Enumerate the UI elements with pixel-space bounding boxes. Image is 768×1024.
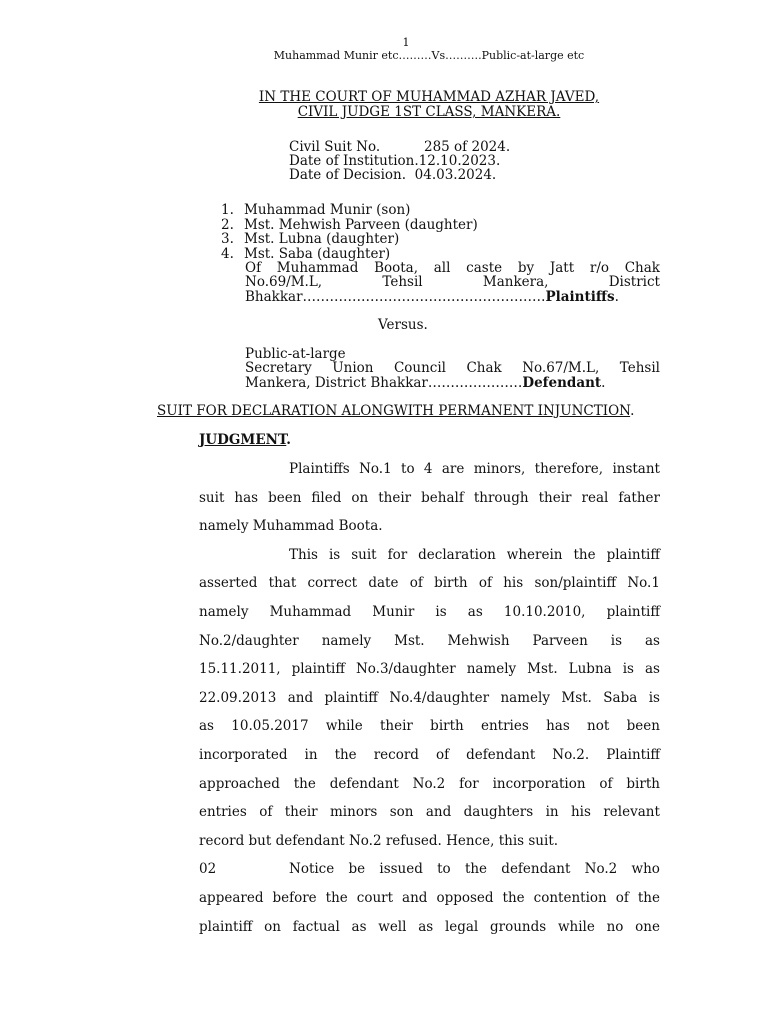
word: No.1 [359, 461, 392, 477]
word: of [259, 804, 273, 820]
word: entries [481, 718, 529, 734]
word: has [234, 490, 259, 506]
defendant-line [245, 347, 660, 361]
word: declaration [418, 547, 496, 563]
word: appeared [199, 890, 264, 906]
word: been [626, 718, 660, 734]
word: Secretary [245, 360, 312, 377]
word: and [425, 804, 452, 820]
word: for [459, 776, 479, 792]
body-line [199, 804, 660, 820]
word: of [435, 747, 450, 763]
plaintiff-number: 1. [221, 202, 234, 218]
civil-suit-value: 285 of 2024. [424, 139, 511, 155]
body-line [199, 661, 660, 677]
word: Boota, [374, 260, 419, 276]
word: namely [199, 604, 249, 620]
decision-label: Date of Decision. [289, 167, 407, 183]
word: the [325, 890, 348, 906]
word: Muhammad [269, 604, 352, 620]
plaintiff-name: Mst. Lubna (daughter) [244, 231, 400, 248]
word: legal [444, 919, 479, 935]
word: of [599, 776, 613, 792]
word: the [293, 776, 316, 792]
word: as [644, 661, 660, 677]
word: plaintiff [291, 661, 345, 677]
suit-title [157, 403, 634, 419]
word: date [368, 575, 399, 591]
word: record [373, 747, 419, 763]
word: plaintiff [324, 690, 378, 706]
plaintiff-number: 2. [221, 216, 234, 233]
word: birth [430, 718, 464, 734]
defendant-line [245, 376, 660, 390]
word: in [545, 804, 559, 820]
word: incorporated [199, 747, 288, 763]
word: their [284, 804, 318, 820]
body-line [199, 575, 660, 591]
plaintiff-item [221, 232, 478, 247]
word: by [517, 260, 535, 276]
word: defendant [466, 747, 536, 763]
judgment-heading [199, 432, 291, 448]
body-line [199, 919, 660, 935]
word: minors [330, 804, 378, 820]
body-line [289, 547, 660, 563]
word: Union [332, 360, 374, 377]
plaintiffs-description [245, 261, 660, 304]
plaintiff-item [221, 218, 478, 233]
defendant-line [245, 361, 660, 375]
word: correct [307, 575, 358, 591]
word: on [264, 919, 281, 935]
word: not [587, 718, 610, 734]
word: Mehwish [447, 633, 510, 649]
suit-title-suffix: . [630, 403, 635, 419]
word: No.2. [552, 747, 590, 763]
word: is [328, 547, 341, 563]
word: filed [311, 490, 342, 506]
word: namely [321, 633, 372, 649]
word: before [272, 890, 317, 906]
word: father [618, 490, 660, 506]
judgment-heading-text: JUDGMENT [199, 432, 287, 448]
word: son/plaintiff [534, 575, 617, 591]
body-line [199, 604, 660, 620]
defendant-role-label: Defendant [522, 374, 602, 391]
word: Mankera, [482, 274, 549, 291]
word: 10.10.2010, [503, 604, 586, 620]
word: caste [466, 260, 503, 276]
word: Tehsil [619, 360, 660, 377]
word: Munir [372, 604, 415, 620]
word: approached [199, 776, 280, 792]
word: No.1 [627, 575, 660, 591]
word: the [464, 861, 488, 877]
word: This [289, 547, 318, 563]
word: suit [199, 490, 225, 506]
word: is [648, 690, 660, 706]
word: all [433, 260, 451, 276]
word: for [387, 547, 408, 563]
defendants-block [245, 347, 660, 390]
word: his [503, 575, 524, 591]
word: Notice [289, 861, 335, 877]
word: well [378, 919, 407, 935]
word: 4 [423, 461, 433, 477]
word: is [610, 633, 622, 649]
word: Chak [466, 360, 502, 377]
plaintiffs-list [221, 203, 478, 261]
word: District [608, 274, 660, 291]
defendant-public: Public-at-large [245, 346, 346, 362]
word: that [268, 575, 297, 591]
word: defendant [501, 861, 571, 877]
word: the [502, 890, 525, 906]
word: as [351, 919, 367, 935]
word: birth [626, 776, 660, 792]
word: 22.09.2013 [199, 690, 277, 706]
word: one [635, 919, 660, 935]
word: their [380, 718, 413, 734]
word: wherein [506, 547, 563, 563]
word: Saba [603, 690, 638, 706]
word: No.67/M.L, [522, 360, 600, 377]
page-number: 1 [402, 36, 410, 49]
plaintiff-name: Mst. Saba (daughter) [244, 245, 391, 262]
word: court [356, 890, 394, 906]
word: and [402, 890, 428, 906]
word: has [546, 718, 570, 734]
word: are [441, 461, 465, 477]
word: the [334, 747, 357, 763]
word: 10.05.2017 [231, 718, 309, 734]
word: suit [351, 547, 377, 563]
word: behalf [421, 490, 464, 506]
word: No.2 [412, 776, 446, 792]
word: asserted [199, 575, 258, 591]
defendant-address-end: Mankera, District Bhakkar………………… [245, 374, 523, 391]
plaintiffs-role-suffix: . [614, 288, 619, 305]
word: No.2/daughter [199, 633, 299, 649]
word: on [351, 490, 369, 506]
word: 15.11.2011, [199, 661, 281, 677]
word: in [304, 747, 318, 763]
body-line [199, 490, 660, 506]
word: grounds [490, 919, 547, 935]
suit-title-text: SUIT FOR DECLARATION ALONGWITH PERMANENT INJUNCTION [157, 403, 631, 419]
civil-suit-label: Civil Suit No. [289, 139, 381, 155]
word: while [325, 718, 363, 734]
body-line [199, 776, 660, 792]
word: son [389, 804, 414, 820]
defendant-role-suffix: . [601, 374, 606, 391]
word: Plaintiffs [289, 461, 350, 477]
word: plaintiff [606, 604, 660, 620]
word: as [418, 919, 434, 935]
word: their [378, 490, 412, 506]
word: Parveen [532, 633, 588, 649]
plaintiffs-address-end: Bhakkar……………………………………………… [245, 288, 546, 305]
word: Muhammad [276, 260, 359, 276]
paragraph-number: 02 [199, 861, 217, 877]
word: No.69/M.L, [245, 274, 323, 291]
word: daughters [463, 804, 534, 820]
word: factual [292, 919, 340, 935]
plaintiff-name: Mst. Mehwish Parveen (daughter) [244, 216, 478, 233]
word: as [467, 604, 483, 620]
plaintiffs-description-line [245, 261, 660, 275]
plaintiffs-role-label: Plaintiffs [545, 288, 615, 305]
word: namely [500, 690, 550, 706]
word: Council [393, 360, 446, 377]
word: and [287, 690, 314, 706]
word: real [581, 490, 609, 506]
word: namely [466, 661, 517, 677]
date-of-decision [289, 167, 496, 183]
body-line [199, 690, 660, 706]
word: Chak [624, 260, 660, 276]
word: of [478, 575, 492, 591]
word: Mst. [561, 690, 592, 706]
word: of [615, 890, 629, 906]
word: as [199, 718, 214, 734]
word: entries [199, 804, 247, 820]
word: Plaintiff [606, 747, 660, 763]
word: relevant [603, 804, 660, 820]
word: is [435, 604, 447, 620]
word: therefore, [534, 461, 604, 477]
court-heading-line-2: CIVIL JUDGE 1ST CLASS, MANKERA. [297, 104, 561, 120]
word: contention [533, 890, 607, 906]
word: birth [434, 575, 468, 591]
word: to [437, 861, 451, 877]
institution-label: Date of Institution. [289, 153, 419, 169]
word: plaintiff [199, 919, 253, 935]
body-line [199, 747, 660, 763]
plaintiffs-description-line [245, 275, 660, 289]
word: plaintiff [606, 547, 660, 563]
running-title: Muhammad Munir etc………Vs……….Public-at-large etc [273, 49, 585, 62]
plaintiff-number: 4. [221, 245, 234, 262]
word: defendant [329, 776, 399, 792]
body-line [289, 861, 660, 877]
word: the [637, 890, 660, 906]
plaintiff-name: Muhammad Munir (son) [244, 202, 411, 218]
body-line: namely Muhammad Boota. [199, 518, 383, 534]
word: No.3/daughter [355, 661, 456, 677]
word: through [473, 490, 529, 506]
word: No.2 [584, 861, 618, 877]
judgment-heading-suffix: . [286, 432, 291, 448]
word: the [573, 547, 596, 563]
body-line [289, 461, 660, 477]
word: his [570, 804, 591, 820]
word: while [557, 919, 595, 935]
decision-value: 04.03.2024. [414, 167, 497, 183]
word: no [606, 919, 624, 935]
institution-value: 12.10.2023. [418, 153, 501, 169]
word: opposed [436, 890, 494, 906]
body-line [199, 718, 660, 734]
word: issued [379, 861, 423, 877]
word: No.4/daughter [389, 690, 490, 706]
word: instant [612, 461, 660, 477]
word: who [631, 861, 660, 877]
word: to [401, 461, 415, 477]
word: Mst. [394, 633, 425, 649]
word: r/o [589, 260, 609, 276]
word: as [644, 633, 660, 649]
word: of [409, 575, 423, 591]
word: minors, [473, 461, 526, 477]
court-heading-line-1: IN THE COURT OF MUHAMMAD AZHAR JAVED, [258, 89, 600, 105]
word: Jatt [549, 260, 575, 276]
plaintiff-number: 3. [221, 231, 234, 248]
word: incorporation [492, 776, 586, 792]
plaintiff-item [221, 203, 478, 218]
plaintiffs-description-line [245, 290, 660, 304]
word: Mst. [527, 661, 558, 677]
word: Lubna [568, 661, 612, 677]
word: is [622, 661, 634, 677]
word: their [538, 490, 572, 506]
word: Tehsil [382, 274, 423, 291]
word: be [348, 861, 366, 877]
word: been [268, 490, 302, 506]
body-line: record but defendant No.2 refused. Hence, this suit. [199, 833, 559, 849]
word: Of [245, 260, 262, 276]
body-line [199, 890, 660, 906]
body-line [199, 633, 660, 649]
versus-label: Versus. [378, 317, 428, 333]
